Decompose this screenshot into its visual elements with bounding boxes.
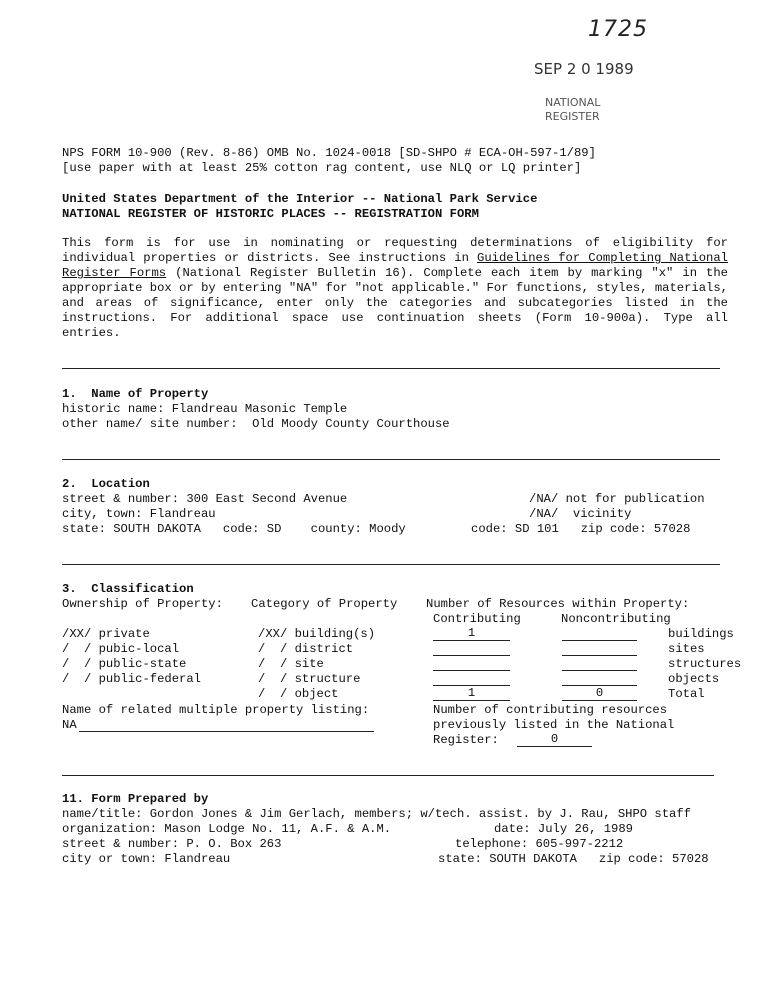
handwritten-number: 1725 [588, 17, 648, 42]
ownership-public-state: / / public-state [62, 657, 187, 671]
section11-title: 11. Form Prepared by [62, 792, 209, 806]
section2-title: 2. Location [62, 477, 150, 491]
section3-title: 3. Classification [62, 582, 194, 596]
paper-instruction-line: [use paper with at least 25% cotton rag content, use NLQ or LQ printer] [62, 161, 582, 175]
category-heading: Category of Property [251, 597, 398, 611]
multiple-listing-label: Name of related multiple property listing: [62, 703, 370, 717]
city-town: city, town: Flandreau [62, 507, 216, 521]
contributing-total: 1 [433, 687, 510, 701]
preparer-name-title: name/title: Gordon Jones & Jim Gerlach, members; w/tech. assist. by J. Rau, SHPO staff [62, 807, 691, 821]
contributing-sites [433, 642, 510, 656]
preparer-city: city or town: Flandreau [62, 852, 231, 866]
not-for-publication: /NA/ not for publication [529, 492, 705, 506]
section1-title: 1. Name of Property [62, 387, 209, 401]
multiple-listing-line [79, 718, 374, 732]
register-title: NATIONAL REGISTER OF HISTORIC PLACES -- REGISTRATION FORM [62, 207, 479, 221]
historic-name: historic name: Flandreau Masonic Temple [62, 402, 348, 416]
noncontributing-objects [562, 672, 637, 686]
type-buildings: buildings [668, 627, 734, 641]
category-object: / / object [258, 687, 339, 701]
preparer-state-zip: state: SOUTH DAKOTA zip code: 57028 [438, 852, 709, 866]
received-date-stamp: SEP 2 0 1989 [534, 60, 634, 78]
divider [62, 775, 714, 776]
stamp-national: NATIONAL [545, 96, 601, 109]
previously-listed-line2: previously listed in the National [433, 718, 675, 732]
guidelines-reference: Guidelines for Completing National Register Forms [62, 251, 728, 280]
multiple-listing-value: NA [62, 718, 77, 732]
noncontributing-buildings [562, 627, 637, 641]
department-title: United States Department of the Interior -- National Park Service [62, 192, 538, 206]
code-zip-line: code: SD 101 zip code: 57028 [471, 522, 691, 536]
other-name: other name/ site number: Old Moody County Courthouse [62, 417, 450, 431]
type-objects: objects [668, 672, 720, 686]
resources-heading: Number of Resources within Property: [426, 597, 690, 611]
contributing-objects [433, 672, 510, 686]
vicinity: /NA/ vicinity [529, 507, 632, 521]
form-number-line: NPS FORM 10-900 (Rev. 8-86) OMB No. 1024-0018 [SD-SHPO # ECA-OH-597-1/89] [62, 146, 596, 160]
noncontributing-total: 0 [562, 687, 637, 701]
ownership-private: /XX/ private [62, 627, 150, 641]
category-structure: / / structure [258, 672, 361, 686]
category-buildings: /XX/ building(s) [258, 627, 376, 641]
divider [62, 564, 720, 565]
state-county-line: state: SOUTH DAKOTA code: SD county: Moody [62, 522, 406, 536]
ownership-public-local: / / pubic-local [62, 642, 180, 656]
stamp-register: REGISTER [545, 110, 600, 123]
type-sites: sites [668, 642, 705, 656]
category-district: / / district [258, 642, 354, 656]
preparer-telephone: telephone: 605-997-2212 [455, 837, 624, 851]
contributing-structures [433, 657, 510, 671]
register-label: Register: [433, 733, 499, 747]
intro-paragraph: This form is for use in nominating or requesting determinations of eligibility for individual properties or districts. See instructions in Guidelines for Completing National Register Forms (National Register Bulletin 16). Complete each item by marking "x" in the appropriate box or by entering "NA" for "not applicable." For functions, styles, materials, and areas of significance, enter only the categories and subcategories listed in the instructions. For additional space use continuation sheets (Form 10-900a). Type all entries. [62, 236, 728, 340]
register-count: 0 [517, 733, 592, 747]
contributing-heading: Contributing [433, 612, 521, 626]
divider [62, 459, 720, 460]
type-total: Total [668, 687, 705, 701]
ownership-heading: Ownership of Property: [62, 597, 223, 611]
preparer-street: street & number: P. O. Box 263 [62, 837, 282, 851]
type-structures: structures [668, 657, 742, 671]
divider [62, 368, 720, 369]
category-site: / / site [258, 657, 324, 671]
street-number: street & number: 300 East Second Avenue [62, 492, 348, 506]
contributing-buildings: 1 [433, 627, 510, 641]
preparer-date: date: July 26, 1989 [494, 822, 633, 836]
noncontributing-heading: Noncontributing [561, 612, 671, 626]
ownership-public-federal: / / public-federal [62, 672, 201, 686]
preparer-organization: organization: Mason Lodge No. 11, A.F. & A.M. [62, 822, 392, 836]
noncontributing-structures [562, 657, 637, 671]
previously-listed-line1: Number of contributing resources [433, 703, 668, 717]
noncontributing-sites [562, 642, 637, 656]
